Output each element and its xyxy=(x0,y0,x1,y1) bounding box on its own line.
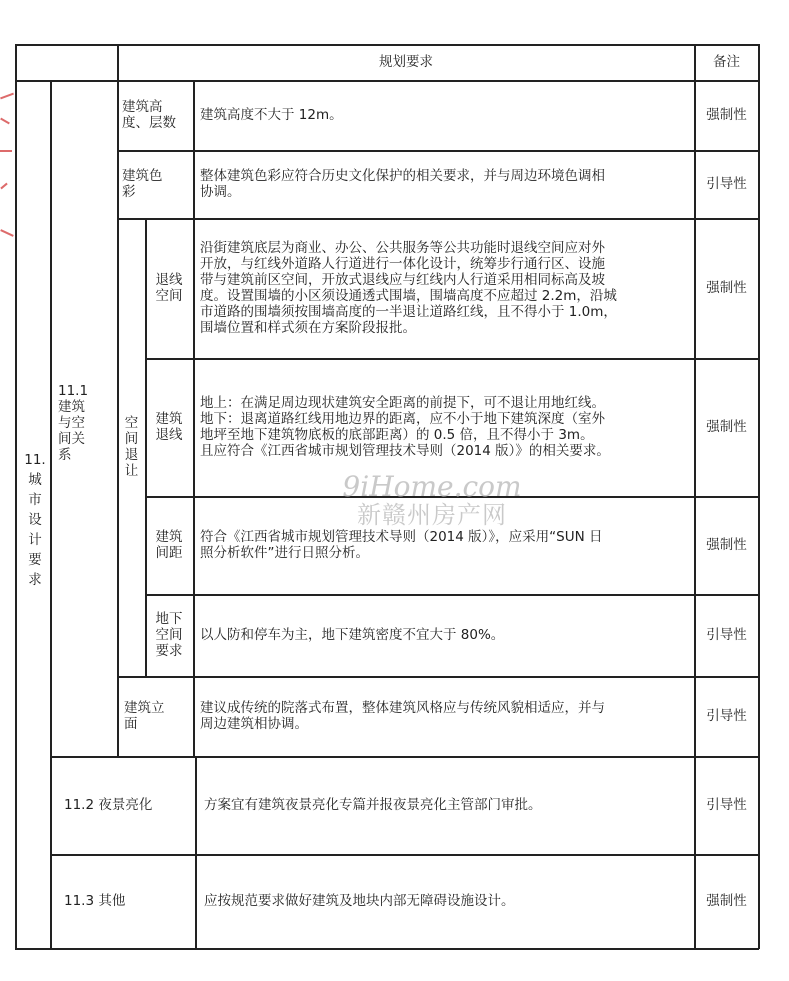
rule-color xyxy=(117,218,759,220)
underground-note: 引导性 xyxy=(706,627,747,643)
header-remark: 备注 xyxy=(713,54,740,70)
height-note: 强制性 xyxy=(706,107,747,123)
rule-height xyxy=(117,150,759,152)
stamp-mark xyxy=(0,118,10,125)
building-setback-note: 强制性 xyxy=(706,419,747,435)
underground-content: 以人防和停车为主，地下建筑密度不宜大于 80%。 xyxy=(200,627,505,643)
height-content: 建筑高度不大于 12m。 xyxy=(200,107,343,123)
stamp-mark xyxy=(0,229,14,237)
retreat-label: 空 间 退 让 xyxy=(124,415,139,479)
color-label: 建筑色 彩 xyxy=(122,168,163,200)
rule-left-edge xyxy=(15,44,17,949)
watermark-site-name: 新赣州房产网 xyxy=(357,501,507,529)
rule-building-setback xyxy=(145,496,759,498)
group-11-2-label: 11.2 夜景亮化 xyxy=(64,797,153,813)
group-11-3-content: 应按规范要求做好建筑及地块内部无障碍设施设计。 xyxy=(204,893,515,909)
header-requirement: 规划要求 xyxy=(379,54,433,70)
group-11-1-label: 11.1 建筑 与空 间关 系 xyxy=(58,383,89,463)
spacing-content: 符合《江西省城市规划管理技术导则（2014 版）》，应采用“SUN 日 照分析软件”进行日照分析。 xyxy=(200,529,603,561)
facade-content: 建议成传统的院落式布置，整体建筑风格应与传统风貌相适应，并与 周边建筑相协调。 xyxy=(200,700,605,732)
rule-group-col xyxy=(117,80,119,756)
rule-11-2 xyxy=(50,854,759,856)
stamp-mark xyxy=(0,183,7,190)
underground-label: 地下 空间 要求 xyxy=(155,611,183,659)
height-label: 建筑高 度、层数 xyxy=(122,99,176,131)
group-11-2-content: 方案宜有建筑夜景亮化专篇并报夜景亮化主管部门审批。 xyxy=(204,797,542,813)
rule-label-col-lower xyxy=(195,756,197,948)
stamp-mark xyxy=(0,93,14,100)
rule-top xyxy=(15,44,759,46)
rule-section-col xyxy=(50,80,52,949)
rule-note-col xyxy=(694,44,696,949)
group-11-3-note: 强制性 xyxy=(706,893,747,909)
stamp-mark xyxy=(0,150,12,152)
rule-setback-space xyxy=(145,358,759,360)
building-setback-content: 地上：在满足周边现状建筑安全距离的前提下，可不退让用地红线。 地下：退离道路红线用地边界的距离，应不小于地下建筑深度（室外 地坪至地下建筑物底板的底部距离）的 0.5 倍，且不得小于 3m。 且应符合《江西省城市规划管理技术导则（2014 版）》的相关要求。 xyxy=(200,395,610,459)
color-content: 整体建筑色彩应符合历史文化保护的相关要求，并与周边环境色调相 协调。 xyxy=(200,168,605,200)
rule-header-split xyxy=(117,44,119,80)
group-11-3-label: 11.3 其他 xyxy=(64,893,126,909)
rule-facade xyxy=(50,756,759,758)
section-label: 11. 城 市 设 计 要 求 xyxy=(24,452,46,588)
rule-retreat-col xyxy=(145,218,147,676)
building-setback-label: 建筑 退线 xyxy=(155,411,183,443)
rule-spacing xyxy=(145,594,759,596)
facade-note: 引导性 xyxy=(706,708,747,724)
color-note: 引导性 xyxy=(706,176,747,192)
setback-space-label: 退线 空间 xyxy=(155,272,183,304)
setback-space-note: 强制性 xyxy=(706,280,747,296)
rule-header xyxy=(15,80,759,82)
rule-right-edge xyxy=(758,44,760,949)
facade-label: 建筑立 面 xyxy=(124,700,165,732)
rule-underground xyxy=(117,676,759,678)
setback-space-content: 沿街建筑底层为商业、办公、公共服务等公共功能时退线空间应对外 开放，与红线外道路人行道进行一体化设计，统筹步行通行区、设施 带与建筑前区空间，开放式退线应与红线内人行道采用相同标高及坡 度。设置围墙的小区须设通透式围墙，围墙高度不应超过 2.2m，沿城 市道路的围墙须按围墙高度的一半退让道路红线，且不得小于 1.0m， 围墙位置和样式须在方案阶段报批。 xyxy=(200,240,617,336)
rule-bottom xyxy=(15,948,759,950)
spacing-label: 建筑 间距 xyxy=(155,529,183,561)
watermark-logo-text: 9iHome.com xyxy=(342,470,522,503)
group-11-2-note: 引导性 xyxy=(706,797,747,813)
rule-label-col xyxy=(193,80,195,756)
spacing-note: 强制性 xyxy=(706,537,747,553)
